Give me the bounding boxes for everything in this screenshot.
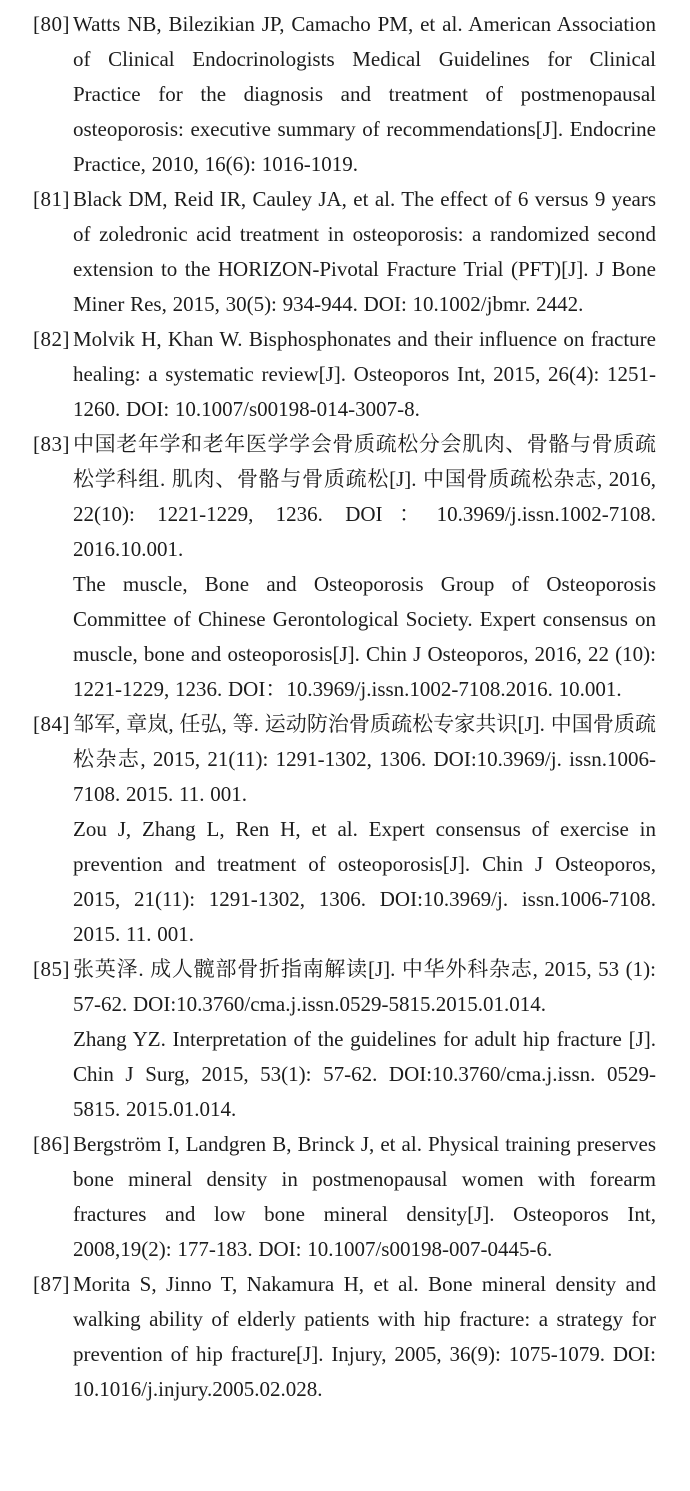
reference-number: [86] <box>33 1132 70 1156</box>
reference-paragraph: The muscle, Bone and Osteoporosis Group of Osteoporosis Committee of Chinese Gerontological Society. Expert consensus on muscle, bone and osteoporosis[J]. Chin J Osteoporos, 2016, 22 (10): 1221-1229, 1236. DOI：10.3969/j.issn.1002-7108.2016. 10.001. <box>73 572 656 701</box>
reference-body <box>73 182 656 322</box>
reference-body <box>73 952 656 1127</box>
reference-paragraph: 邹军, 章岚, 任弘, 等. 运动防治骨质疏松专家共识[J]. 中国骨质疏松杂志, 2015, 21(11): 1291-1302, 1306. DOI:10.3969/j. issn.1006-7108. 2015. 11. 001. <box>73 712 656 806</box>
reference-paragraph: Watts NB, Bilezikian JP, Camacho PM, et al. American Association of Clinical Endocrinologists Medical Guidelines for Clinical Practice for the diagnosis and treatment of postmenopausal osteoporosis: executive summary of recommendations[J]. Endocrine Practice, 2010, 16(6): 1016-1019. <box>73 12 656 176</box>
reference-item <box>33 427 656 707</box>
reference-paragraph: Morita S, Jinno T, Nakamura H, et al. Bone mineral density and walking ability of elderly patients with hip fracture: a strategy for prevention of hip fracture[J]. Injury, 2005, 36(9): 1075-1079. DOI: 10.1016/j.injury.2005.02.028. <box>73 1272 656 1401</box>
reference-paragraph: Zhang YZ. Interpretation of the guidelines for adult hip fracture [J]. Chin J Surg, 2015, 53(1): 57-62. DOI:10.3760/cma.j.issn. 0529-5815. 2015.01.014. <box>73 1027 656 1121</box>
reference-number: [83] <box>33 432 70 456</box>
reference-item <box>33 182 656 322</box>
reference-item <box>33 1127 656 1267</box>
reference-body <box>73 7 656 182</box>
reference-paragraph: Molvik H, Khan W. Bisphosphonates and their influence on fracture healing: a systematic review[J]. Osteoporos Int, 2015, 26(4): 1251-1260. DOI: 10.1007/s00198-014-3007-8. <box>73 327 656 421</box>
reference-body <box>73 1267 656 1407</box>
reference-paragraph: Zou J, Zhang L, Ren H, et al. Expert consensus of exercise in prevention and treatment of osteoporosis[J]. Chin J Osteoporos, 2015, 21(11): 1291-1302, 1306. DOI:10.3969/j. issn.1006-7108. 2015. 11. 001. <box>73 817 656 946</box>
reference-number: [84] <box>33 712 70 736</box>
reference-body <box>73 707 656 952</box>
reference-number: [87] <box>33 1272 70 1296</box>
reference-item <box>33 7 656 182</box>
reference-paragraph: 张英泽. 成人髋部骨折指南解读[J]. 中华外科杂志, 2015, 53 (1): 57-62. DOI:10.3760/cma.j.issn.0529-5815.2015.01.014. <box>73 957 656 1016</box>
reference-item <box>33 707 656 952</box>
reference-paragraph: Bergström I, Landgren B, Brinck J, et al. Physical training preserves bone mineral density in postmenopausal women with forearm fractures and low bone mineral density[J]. Osteoporos Int, 2008,19(2): 177-183. DOI: 10.1007/s00198-007-0445-6. <box>73 1132 656 1261</box>
reference-number: [82] <box>33 327 70 351</box>
reference-body <box>73 427 656 707</box>
reference-body <box>73 322 656 427</box>
reference-number: [80] <box>33 12 70 36</box>
reference-item <box>33 952 656 1127</box>
reference-paragraph: Black DM, Reid IR, Cauley JA, et al. The effect of 6 versus 9 years of zoledronic acid treatment in osteoporosis: a randomized second extension to the HORIZON-Pivotal Fracture Trial (PFT)[J]. J Bone Miner Res, 2015, 30(5): 934-944. DOI: 10.1002/jbmr. 2442. <box>73 187 656 316</box>
reference-item <box>33 1267 656 1407</box>
reference-number: [81] <box>33 187 70 211</box>
reference-item <box>33 322 656 427</box>
reference-body <box>73 1127 656 1267</box>
reference-number: [85] <box>33 957 70 981</box>
reference-paragraph: 中国老年学和老年医学学会骨质疏松分会肌肉、骨骼与骨质疏松学科组. 肌肉、骨骼与骨质疏松[J]. 中国骨质疏松杂志, 2016, 22(10): 1221-1229, 1236. DOI：10.3969/j.issn.1002-7108. 2016.10.001. <box>73 432 656 561</box>
